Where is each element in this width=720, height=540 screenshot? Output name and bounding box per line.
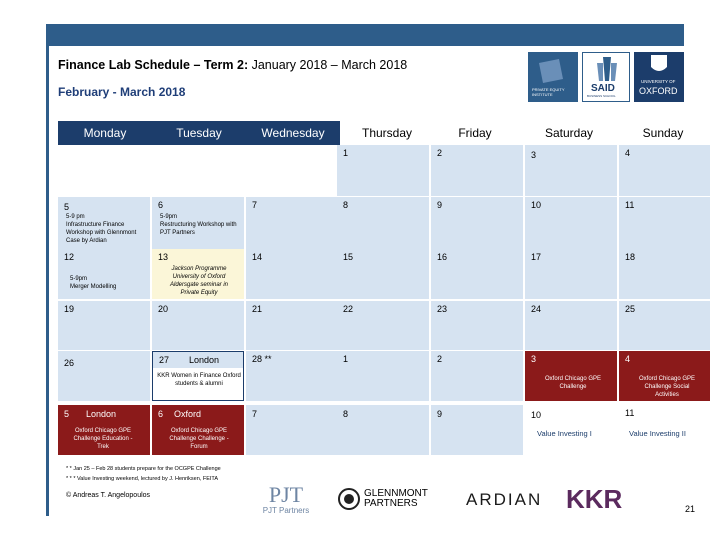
- day-number: 8: [343, 200, 349, 210]
- day-cell: [337, 301, 429, 350]
- day-number: 4: [625, 148, 631, 158]
- day-cell: [337, 405, 429, 455]
- day-cell: [246, 301, 338, 350]
- event-location: Oxford: [174, 409, 202, 419]
- day-cell: [525, 301, 617, 350]
- day-cell: [431, 351, 523, 401]
- day-number: 1: [343, 354, 349, 364]
- said-logo-text: SAID: [591, 83, 615, 94]
- day-cell: [431, 145, 523, 196]
- day-cell-event: [525, 351, 617, 401]
- day-number: 8: [343, 409, 349, 419]
- glennmont-text: GLENNMONT: [364, 488, 428, 499]
- day-number: 5: [64, 409, 70, 419]
- day-number: 22: [343, 304, 354, 314]
- day-cell: [152, 301, 244, 350]
- day-cell: [337, 145, 429, 196]
- day-number: 23: [437, 304, 448, 314]
- header-wednesday: [246, 121, 340, 145]
- kkr-logo: [566, 484, 622, 515]
- ardian-logo: [466, 490, 542, 510]
- pjt-partners-logo: [254, 484, 318, 515]
- day-number: 19: [64, 304, 75, 314]
- header-thursday: [340, 121, 434, 145]
- header-thursday-label: Thursday: [361, 126, 413, 140]
- header-saturday: [522, 121, 616, 145]
- day-cell: [337, 249, 429, 299]
- glennmont-subtext: PARTNERS: [364, 498, 418, 509]
- day-number: 1: [343, 148, 349, 158]
- event-note: Oxford Chicago GPE Challenge Social Activities: [638, 376, 696, 398]
- day-cell: [619, 197, 710, 249]
- day-cell: [525, 145, 617, 196]
- header-sunday-label: Sunday: [642, 126, 684, 140]
- day-cell: [431, 197, 523, 249]
- page-title: Finance Lab Schedule – Term 2: January 2018 – March 2018: [58, 58, 408, 72]
- copyright: © Andreas T. Angelopoulos: [66, 492, 151, 499]
- day-number: 2: [437, 148, 443, 158]
- glennmont-emblem-icon: [338, 488, 360, 510]
- event-note: KKR Women in Finance Oxford students & alumni: [157, 373, 241, 387]
- day-number: 9: [437, 200, 443, 210]
- event-location: London: [189, 355, 220, 365]
- day-cell: [246, 351, 338, 401]
- day-number: 21: [252, 304, 263, 314]
- page-number: 21: [685, 504, 696, 514]
- said-business-school-logo: [582, 52, 630, 102]
- ardian-text: ARDIAN: [466, 490, 543, 509]
- day-cell: [246, 197, 338, 249]
- day-number: 13: [158, 252, 169, 262]
- day-number: 3: [531, 354, 537, 364]
- header-saturday-label: Saturday: [544, 126, 594, 140]
- day-number: 11: [625, 200, 635, 210]
- day-cell: [431, 301, 523, 350]
- header-wednesday-label: Wednesday: [261, 126, 325, 140]
- event-note: Jackson Programme University of Oxford Aldersgate seminar in Private Equity: [169, 266, 229, 296]
- event-note: 5-9 pm Infrastructure Finance Workshop with Glennmont Case by Ardian: [66, 214, 137, 244]
- schedule-subtitle: February - March 2018: [58, 85, 186, 99]
- header-monday: [58, 121, 152, 145]
- day-cell: [246, 405, 338, 455]
- day-number: 27: [159, 355, 170, 365]
- glennmont-text-block: [364, 489, 428, 509]
- day-number: 25: [625, 304, 636, 314]
- left-border: [46, 24, 49, 516]
- day-cell-event: [152, 405, 244, 455]
- day-number: 5: [64, 202, 70, 212]
- day-cell: [152, 197, 244, 249]
- day-cell: [619, 145, 710, 196]
- day-cell: [619, 301, 710, 350]
- event-note: Value Investing II: [629, 429, 686, 438]
- day-cell: [525, 405, 617, 455]
- footnote: * * Jan 25 – Feb 28 students prepare for the OCGPE Challenge: [66, 466, 221, 472]
- event-note: Oxford Chicago GPE Challenge: [544, 376, 602, 390]
- day-cell: [337, 351, 429, 401]
- header-sunday: [616, 121, 710, 145]
- day-cell: [431, 249, 523, 299]
- footnote: * * * Value Investing weekend, lectured by J. Henriksen, FEITA: [66, 476, 219, 482]
- header-tuesday: [152, 121, 246, 145]
- pjt-logo-text: PJT Partners: [262, 506, 310, 515]
- day-number: 7: [252, 409, 258, 419]
- day-cell-event: [152, 351, 244, 401]
- event-note: 5-9pm Merger Modelling: [70, 276, 117, 290]
- pjt-logo-mark: PJT: [268, 482, 304, 507]
- event-location: London: [86, 409, 117, 419]
- day-number: 12: [64, 252, 75, 262]
- day-cell-event: [58, 405, 150, 455]
- day-cell: [58, 249, 150, 299]
- day-cell: [525, 249, 617, 299]
- day-cell-highlight: [152, 249, 244, 299]
- day-number: 10: [531, 200, 542, 210]
- day-number: 9: [437, 409, 443, 419]
- day-number: 14: [252, 252, 263, 262]
- day-cell: [58, 301, 150, 350]
- kkr-text: KKR: [566, 484, 623, 514]
- pe-institute-logo: [528, 52, 578, 102]
- day-number: 28 **: [252, 354, 272, 364]
- top-banner: [48, 24, 684, 46]
- day-number: 20: [158, 304, 169, 314]
- oxford-logo-text: OXFORD: [639, 86, 678, 96]
- day-number: 6: [158, 409, 164, 419]
- day-number: 2: [437, 354, 443, 364]
- event-note: Oxford Chicago GPE Challenge Challenge - Forum: [169, 428, 229, 450]
- university-of-oxford-logo: [634, 52, 684, 102]
- day-cell: [619, 249, 710, 299]
- day-cell: [58, 197, 150, 249]
- day-number: 3: [531, 150, 537, 160]
- day-cell: [619, 405, 710, 455]
- said-logo-subtext: BUSINESS SCHOOL: [587, 94, 616, 98]
- event-note: Value Investing I: [537, 429, 592, 438]
- day-cell: [246, 249, 338, 299]
- day-number: 17: [531, 252, 542, 262]
- day-cell: [431, 405, 523, 455]
- header-monday-label: Monday: [83, 126, 127, 140]
- day-number: 24: [531, 304, 542, 314]
- header-friday-label: Friday: [458, 126, 492, 140]
- day-cell: [525, 197, 617, 249]
- header-friday: [428, 121, 522, 145]
- pe-institute-logo-text: PRIVATE EQUITY INSTITUTE: [532, 87, 565, 97]
- day-number: 18: [625, 252, 636, 262]
- header-tuesday-label: Tuesday: [176, 126, 222, 140]
- day-cell-event: [619, 351, 710, 401]
- glennmont-partners-logo: [338, 488, 428, 510]
- oxford-logo-top-text: UNIVERSITY OF: [641, 79, 676, 84]
- day-number: 7: [252, 200, 258, 210]
- day-number: 16: [437, 252, 448, 262]
- oxford-crest-icon: [634, 52, 684, 78]
- day-number: 26: [64, 358, 75, 368]
- day-cell: [58, 351, 150, 401]
- day-number: 10: [531, 410, 542, 420]
- day-cell: [337, 197, 429, 249]
- event-note: 5-9pm Restructuring Workshop with PJT Partners: [160, 214, 237, 236]
- event-note: Oxford Chicago GPE Challenge Education - Trek: [73, 428, 133, 450]
- day-number: 6: [158, 200, 164, 210]
- day-number: 11: [625, 408, 635, 418]
- day-number: 4: [625, 354, 631, 364]
- day-number: 15: [343, 252, 354, 262]
